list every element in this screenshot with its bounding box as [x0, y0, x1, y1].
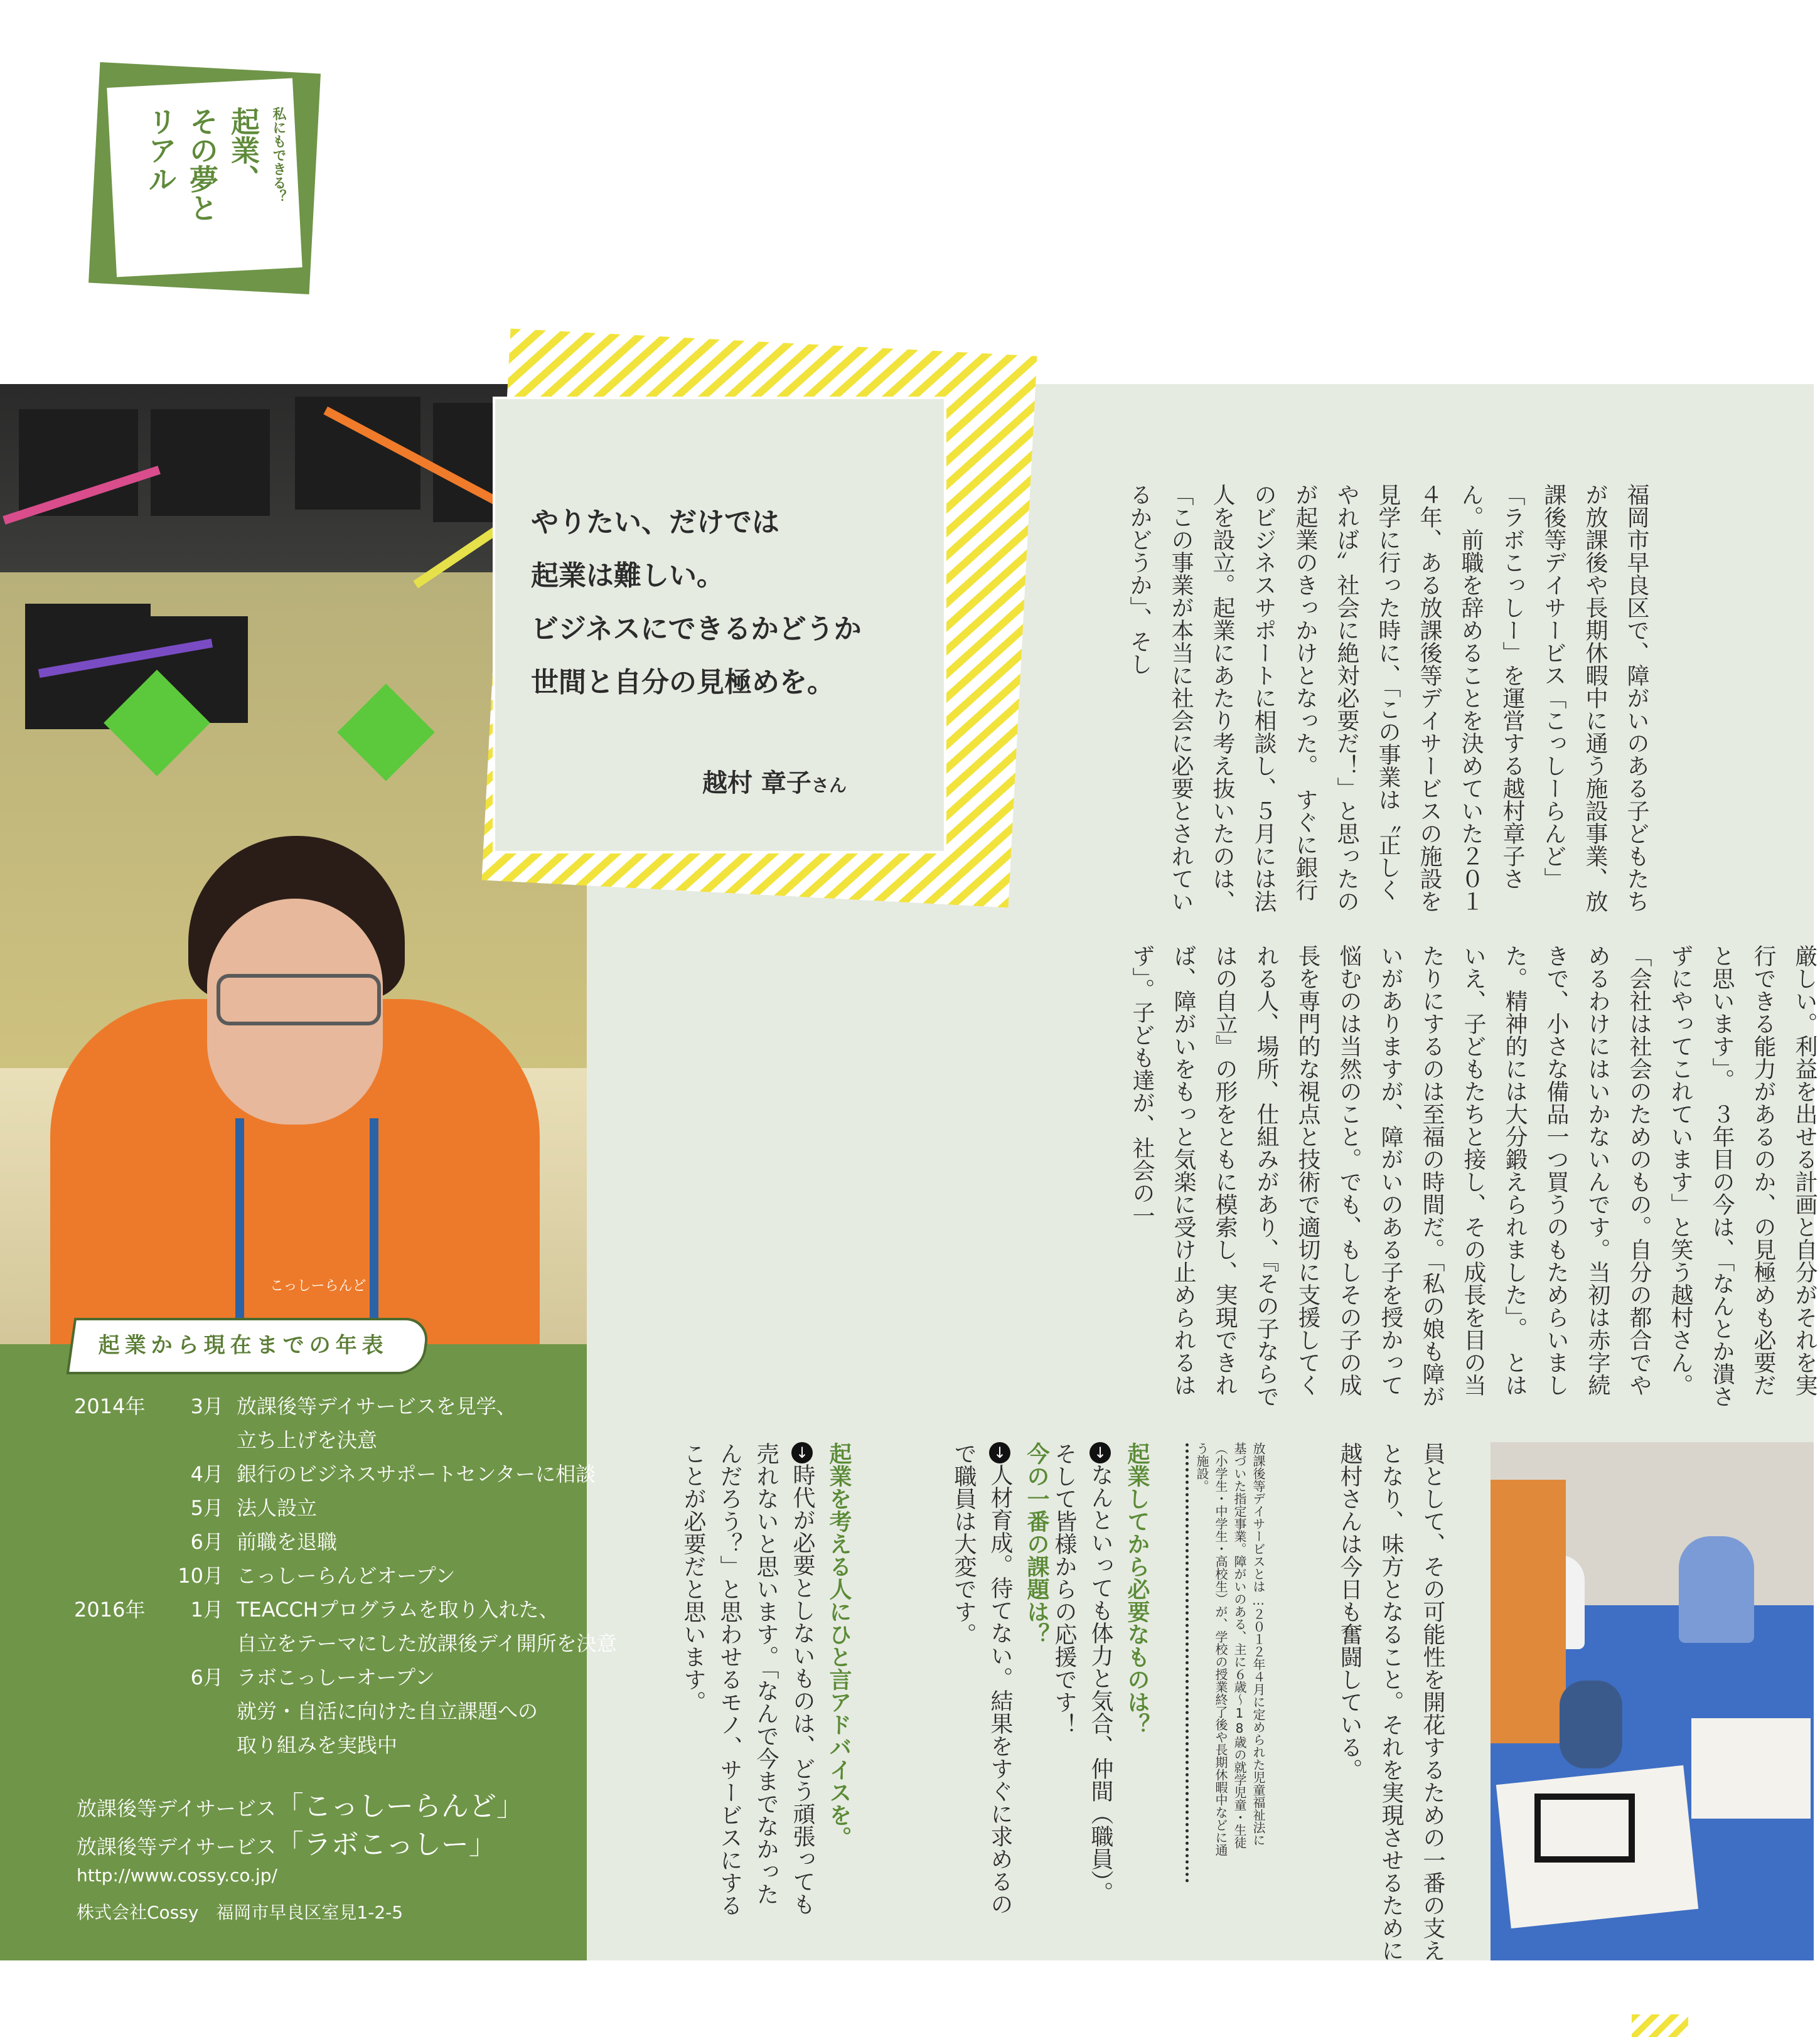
service-name: 「こっしーらんど」 — [276, 1790, 524, 1822]
article-text-block: 厳しい。利益を出せる計画と自分がそれを実行できる能力があるのか、の見極めも必要だと思います」。 ３年目の今は、「なんとか潰さずにやってこれています」と笑う越村さん。「会社は社会のためのもの。自分の都合でやめるわけにはいかないんです。当初は赤字続きで、小さな備品一つ買うのもためらいました。精神的には大分鍛えられました」。 とはいえ、子どもたちと接し、その成長を目の当たりにするのは至福の時間だ。「私の娘も障がいがありますが、障がいのある子を授かって悩むのは当然のこと。でも、もしその子の成長を専門的な視点と技術で適切に支援してくれる人、場所、仕組みがあり、『その子ならではの自立』の形をともに模索し、実現できれば、障がいをもっと気楽に受け止められるはず」。子ども達が、社会の一 — [1129, 944, 1817, 1408]
arrow-down-icon: ↓ — [791, 1442, 813, 1463]
timeline-event: 立ち上げを決意 — [237, 1428, 378, 1452]
timeline-event: 銀行のビジネスサポートセンターに相談 — [237, 1462, 596, 1486]
quote-line: 起業は難しい。 — [531, 560, 724, 592]
timeline-month: 10月 — [178, 1564, 223, 1588]
company-address: 株式会社Cossy 福岡市早良区室見1-2-5 — [77, 1902, 404, 1923]
wall-artwork — [151, 409, 270, 516]
practice-paper — [1691, 1718, 1811, 1819]
series-logo-line: 起業、 — [227, 107, 260, 193]
timeline-event: 就労・自活に向けた自立課題への — [237, 1699, 538, 1723]
service-label: 放課後等デイサービス — [77, 1835, 276, 1859]
timeline-month: 6月 — [190, 1530, 223, 1554]
series-logo — [144, 107, 288, 264]
corner-stripe-decoration — [1632, 2014, 1688, 2037]
series-logo-line: その夢と — [185, 107, 219, 222]
series-logo-line: リアル — [144, 107, 178, 193]
qa-question: 起業を考える人にひと言アドバイスを。 — [826, 1442, 852, 1849]
child — [1679, 1536, 1754, 1643]
timeline-event: ラボこっしーオープン — [237, 1665, 435, 1689]
arrow-down-icon: ↓ — [989, 1442, 1010, 1463]
timeline-title: 起業から現在までの年表 — [98, 1333, 388, 1358]
timeline-event: こっしーらんどオープン — [237, 1564, 456, 1588]
timeline-title-tab — [67, 1318, 431, 1374]
timeline-month: 5月 — [190, 1496, 223, 1520]
qa-answer: 時代が必要としないものは、どう頑張っても売れないと思います。「なんで今までなかったんだろう？」と思わせるモノ、サービスにすることが必要だと思います。 — [680, 1442, 815, 1917]
qa-answer: 人材育成。待てない。結果をすぐに求めるので職員は大変です。 — [951, 1442, 1013, 1915]
article-text-block: 員として、その可能性を開花するための一番の支えとなり、味方となること。それを実現させるために越村さんは今日も奮闘している。 — [1337, 1442, 1445, 1962]
service-definition-note: 放課後等デイサービスとは…２０１２年４月に定められた児童福祉法に基づいた指定事業。障がいのある、主に６歳～18歳の就学児童・生徒（小学生・中学生・高校生）が、学校の授業終了後や長期休暇中などに通う施設。 — [1194, 1442, 1266, 1856]
qa-answer: なんといっても体力と気合、仲間（職員）。そして皆様からの応援です！ — [1051, 1442, 1113, 1904]
timeline-year: 2016年 — [74, 1598, 146, 1622]
arrow-down-icon: ↓ — [1089, 1442, 1111, 1463]
quote-author-name: 越村 章子 — [702, 769, 811, 798]
service-name: 「ラボこっしー」 — [276, 1829, 496, 1861]
quote-author-honorific: さん — [811, 775, 847, 796]
timeline-month: 3月 — [190, 1394, 223, 1418]
quote-author — [702, 763, 847, 799]
article-text-block: 福岡市早良区で、障がいのある子どもたちが放課後や長期休暇中に通う施設事業、放課後等デイサービス「こっしーらんど」「ラボこっしー」を運営する越村章子さん。前職を辞めることを決めていた２０１４年、ある放課後等デイサービスの施設を見学に行った時に、「この事業は〝正しくやれば〟社会に絶対必要だ！」と思ったのが起業のきっかけとなった。 すぐに銀行のビジネスサポートに相談し、５月には法人を設立。起業にあたり考え抜いたのは、「この事業が本当に社会に必要とされているかどうか」、そし — [1127, 483, 1649, 912]
service-label: 放課後等デイサービス — [77, 1797, 276, 1820]
timeline-month: 4月 — [190, 1462, 223, 1486]
timeline-event: 放課後等デイサービスを見学、 — [237, 1394, 517, 1418]
company-url[interactable]: http://www.cossy.co.jp/ — [77, 1865, 277, 1886]
timeline-event: 前職を退職 — [237, 1530, 338, 1554]
qa-question: 今の一番の課題は？ — [1024, 1442, 1049, 1645]
blue-lanyard — [235, 1118, 378, 1344]
timeline-event: 法人設立 — [237, 1496, 318, 1520]
adult-helper — [1491, 1480, 1566, 1743]
series-logo-subtitle: 私にもできる？ — [270, 107, 286, 203]
timeline-year: 2014年 — [74, 1394, 146, 1418]
quote-line: 世間と自分の見極めを。 — [531, 666, 835, 698]
qa-item — [1051, 1442, 1155, 1919]
timeline-event: 自立をテーマにした放課後デイ開所を決意 — [237, 1632, 617, 1655]
service-line — [77, 1783, 524, 1824]
quote-line: やりたい、だけでは — [531, 506, 779, 538]
pull-quote — [493, 397, 946, 853]
ink-character — [1534, 1794, 1635, 1863]
calligraphy-photo — [1491, 1442, 1814, 1960]
qa-item — [650, 1442, 857, 1919]
timeline-event: TEACCHプログラムを取り入れた、 — [237, 1598, 559, 1622]
service-line — [77, 1822, 496, 1862]
qa-question: 起業してから必要なものは？ — [1124, 1442, 1150, 1736]
shirt-logo: こっしーらんど — [270, 1278, 367, 1294]
qa-item — [941, 1442, 1054, 1919]
dotted-divider — [1186, 1443, 1189, 1883]
timeline-month: 1月 — [190, 1598, 223, 1622]
quote-line: ビジネスにできるかどうか — [531, 613, 862, 645]
timeline-month: 6月 — [190, 1665, 223, 1689]
glasses — [217, 974, 381, 1025]
timeline-event: 取り組みを実践中 — [237, 1733, 398, 1757]
child — [1560, 1681, 1622, 1768]
